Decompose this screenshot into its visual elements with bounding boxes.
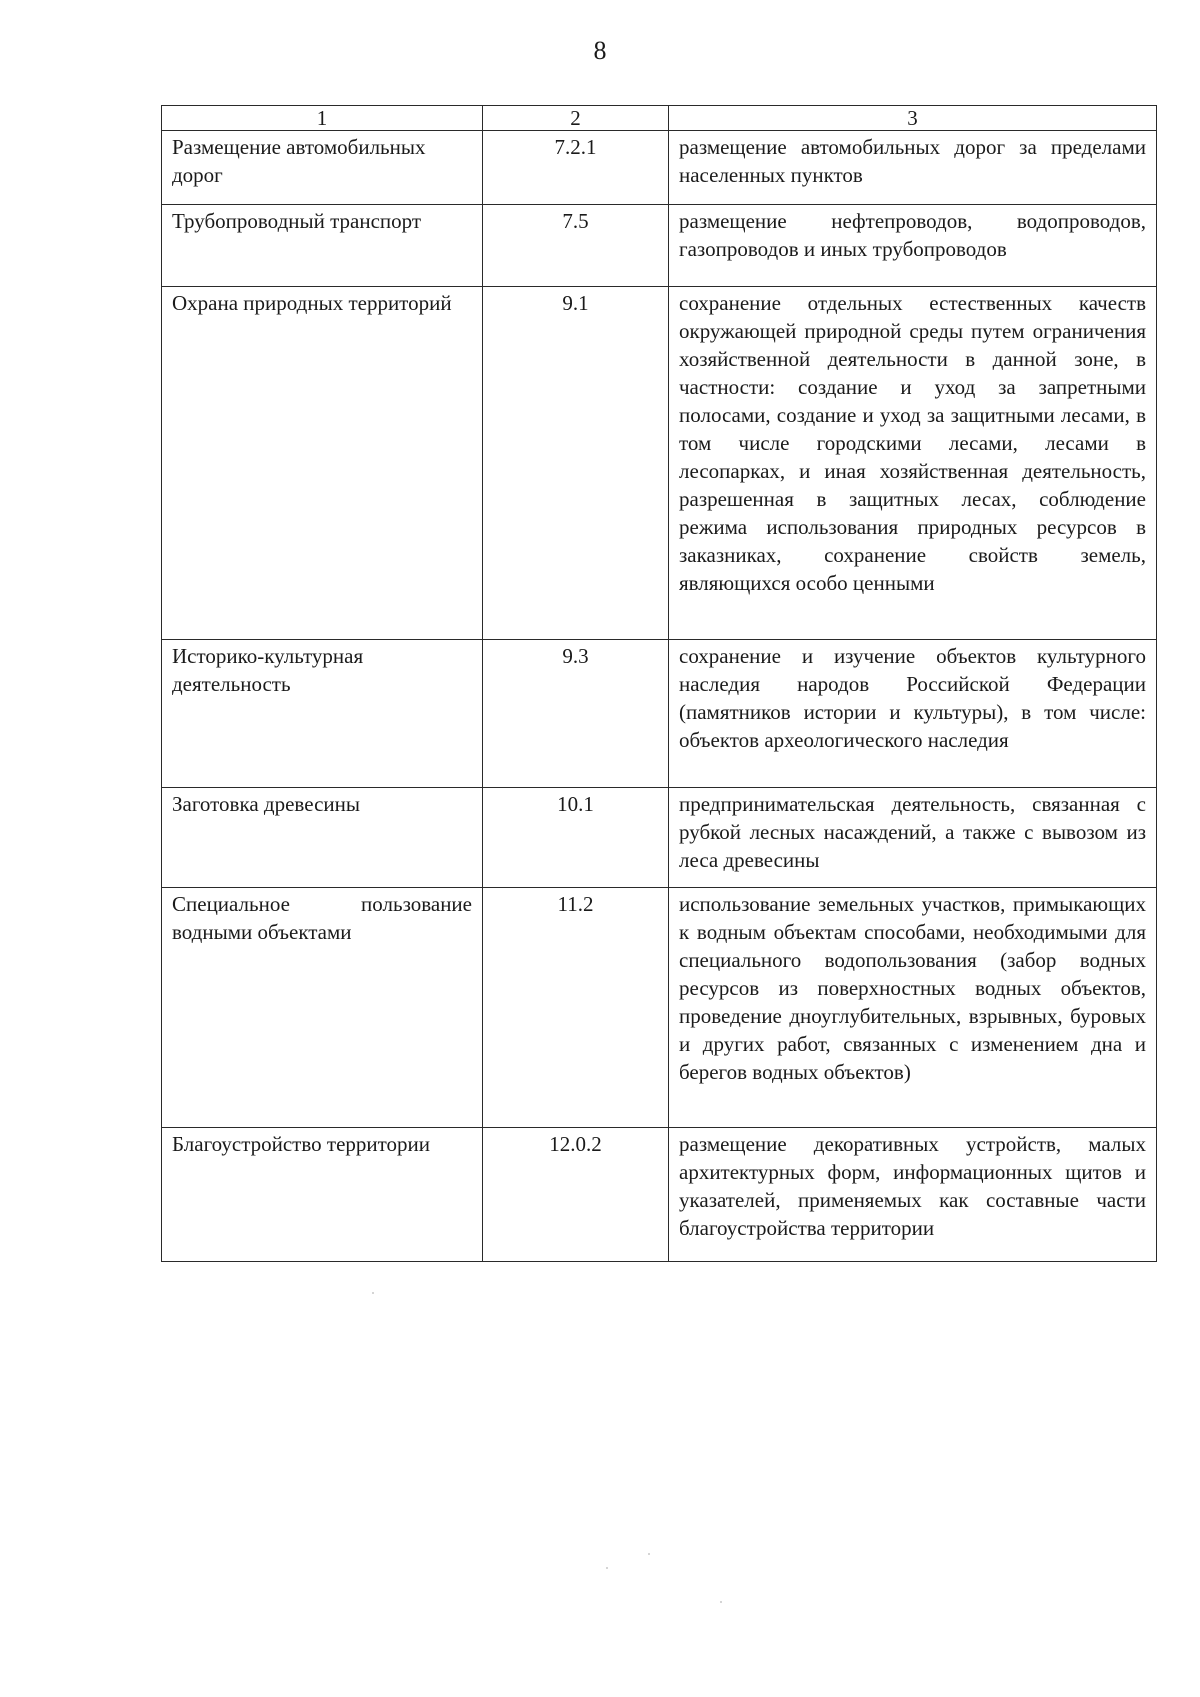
use-description: использование земельных участков, примыкающих к водным объектам способами, необходимыми для специального водопользования (забор водных ресурсов из поверхностных водных объектов, проведение дноуглубительных, взрывных, буровых и других работ, связанных с изменением дна и берегов водных объектов) [669, 888, 1157, 1128]
use-name: Размещение автомобильных дорог [162, 131, 483, 205]
column-header-3: 3 [669, 106, 1157, 131]
use-name: Специальное пользование водными объектами [162, 888, 483, 1128]
table-row [162, 888, 1157, 1128]
scan-artifact [372, 1292, 374, 1294]
column-header-1: 1 [162, 106, 483, 131]
use-description: сохранение отдельных естественных качеств окружающей природной среды путем ограничения хозяйственной деятельности в данной зоне, в частности: создание и уход за запретными полосами, создание и уход за защитными лесами, в том числе городскими лесами, лесами в лесопарках, и иная хозяйственная деятельность, разрешенная в защитных лесах, соблюдение режима использования природных ресурсов в заказниках, сохранение свойств земель, являющихся особо ценными [669, 287, 1157, 640]
use-description: размещение нефтепроводов, водопроводов, газопроводов и иных трубопроводов [669, 205, 1157, 287]
use-name: Охрана природных территорий [162, 287, 483, 640]
scan-artifact [720, 1601, 722, 1603]
use-description: размещение автомобильных дорог за пределами населенных пунктов [669, 131, 1157, 205]
use-code: 9.1 [483, 287, 669, 640]
column-header-2: 2 [483, 106, 669, 131]
use-code: 11.2 [483, 888, 669, 1128]
table-row [162, 788, 1157, 888]
page-number: 8 [593, 36, 607, 65]
scan-artifact [648, 1553, 650, 1555]
use-description: предпринимательская деятельность, связанная с рубкой лесных насаждений, а также с вывозом из леса древесины [669, 788, 1157, 888]
use-code: 7.2.1 [483, 131, 669, 205]
table-row [162, 640, 1157, 788]
use-code: 7.5 [483, 205, 669, 287]
table-row [162, 287, 1157, 640]
use-name: Благоустройство территории [162, 1128, 483, 1262]
use-description: сохранение и изучение объектов культурного наследия народов Российской Федерации (памятников истории и культуры), в том числе: объектов археологического наследия [669, 640, 1157, 788]
use-name: Историко-культурная деятельность [162, 640, 483, 788]
use-name: Трубопроводный транспорт [162, 205, 483, 287]
use-name: Заготовка древесины [162, 788, 483, 888]
land-use-table [161, 105, 1157, 1262]
table-header-row [162, 106, 1157, 131]
table-row [162, 131, 1157, 205]
use-code: 12.0.2 [483, 1128, 669, 1262]
use-code: 10.1 [483, 788, 669, 888]
use-description: размещение декоративных устройств, малых архитектурных форм, информационных щитов и указателей, применяемых как составные части благоустройства территории [669, 1128, 1157, 1262]
scan-artifact [606, 1567, 608, 1569]
table-row [162, 1128, 1157, 1262]
use-code: 9.3 [483, 640, 669, 788]
table-row [162, 205, 1157, 287]
